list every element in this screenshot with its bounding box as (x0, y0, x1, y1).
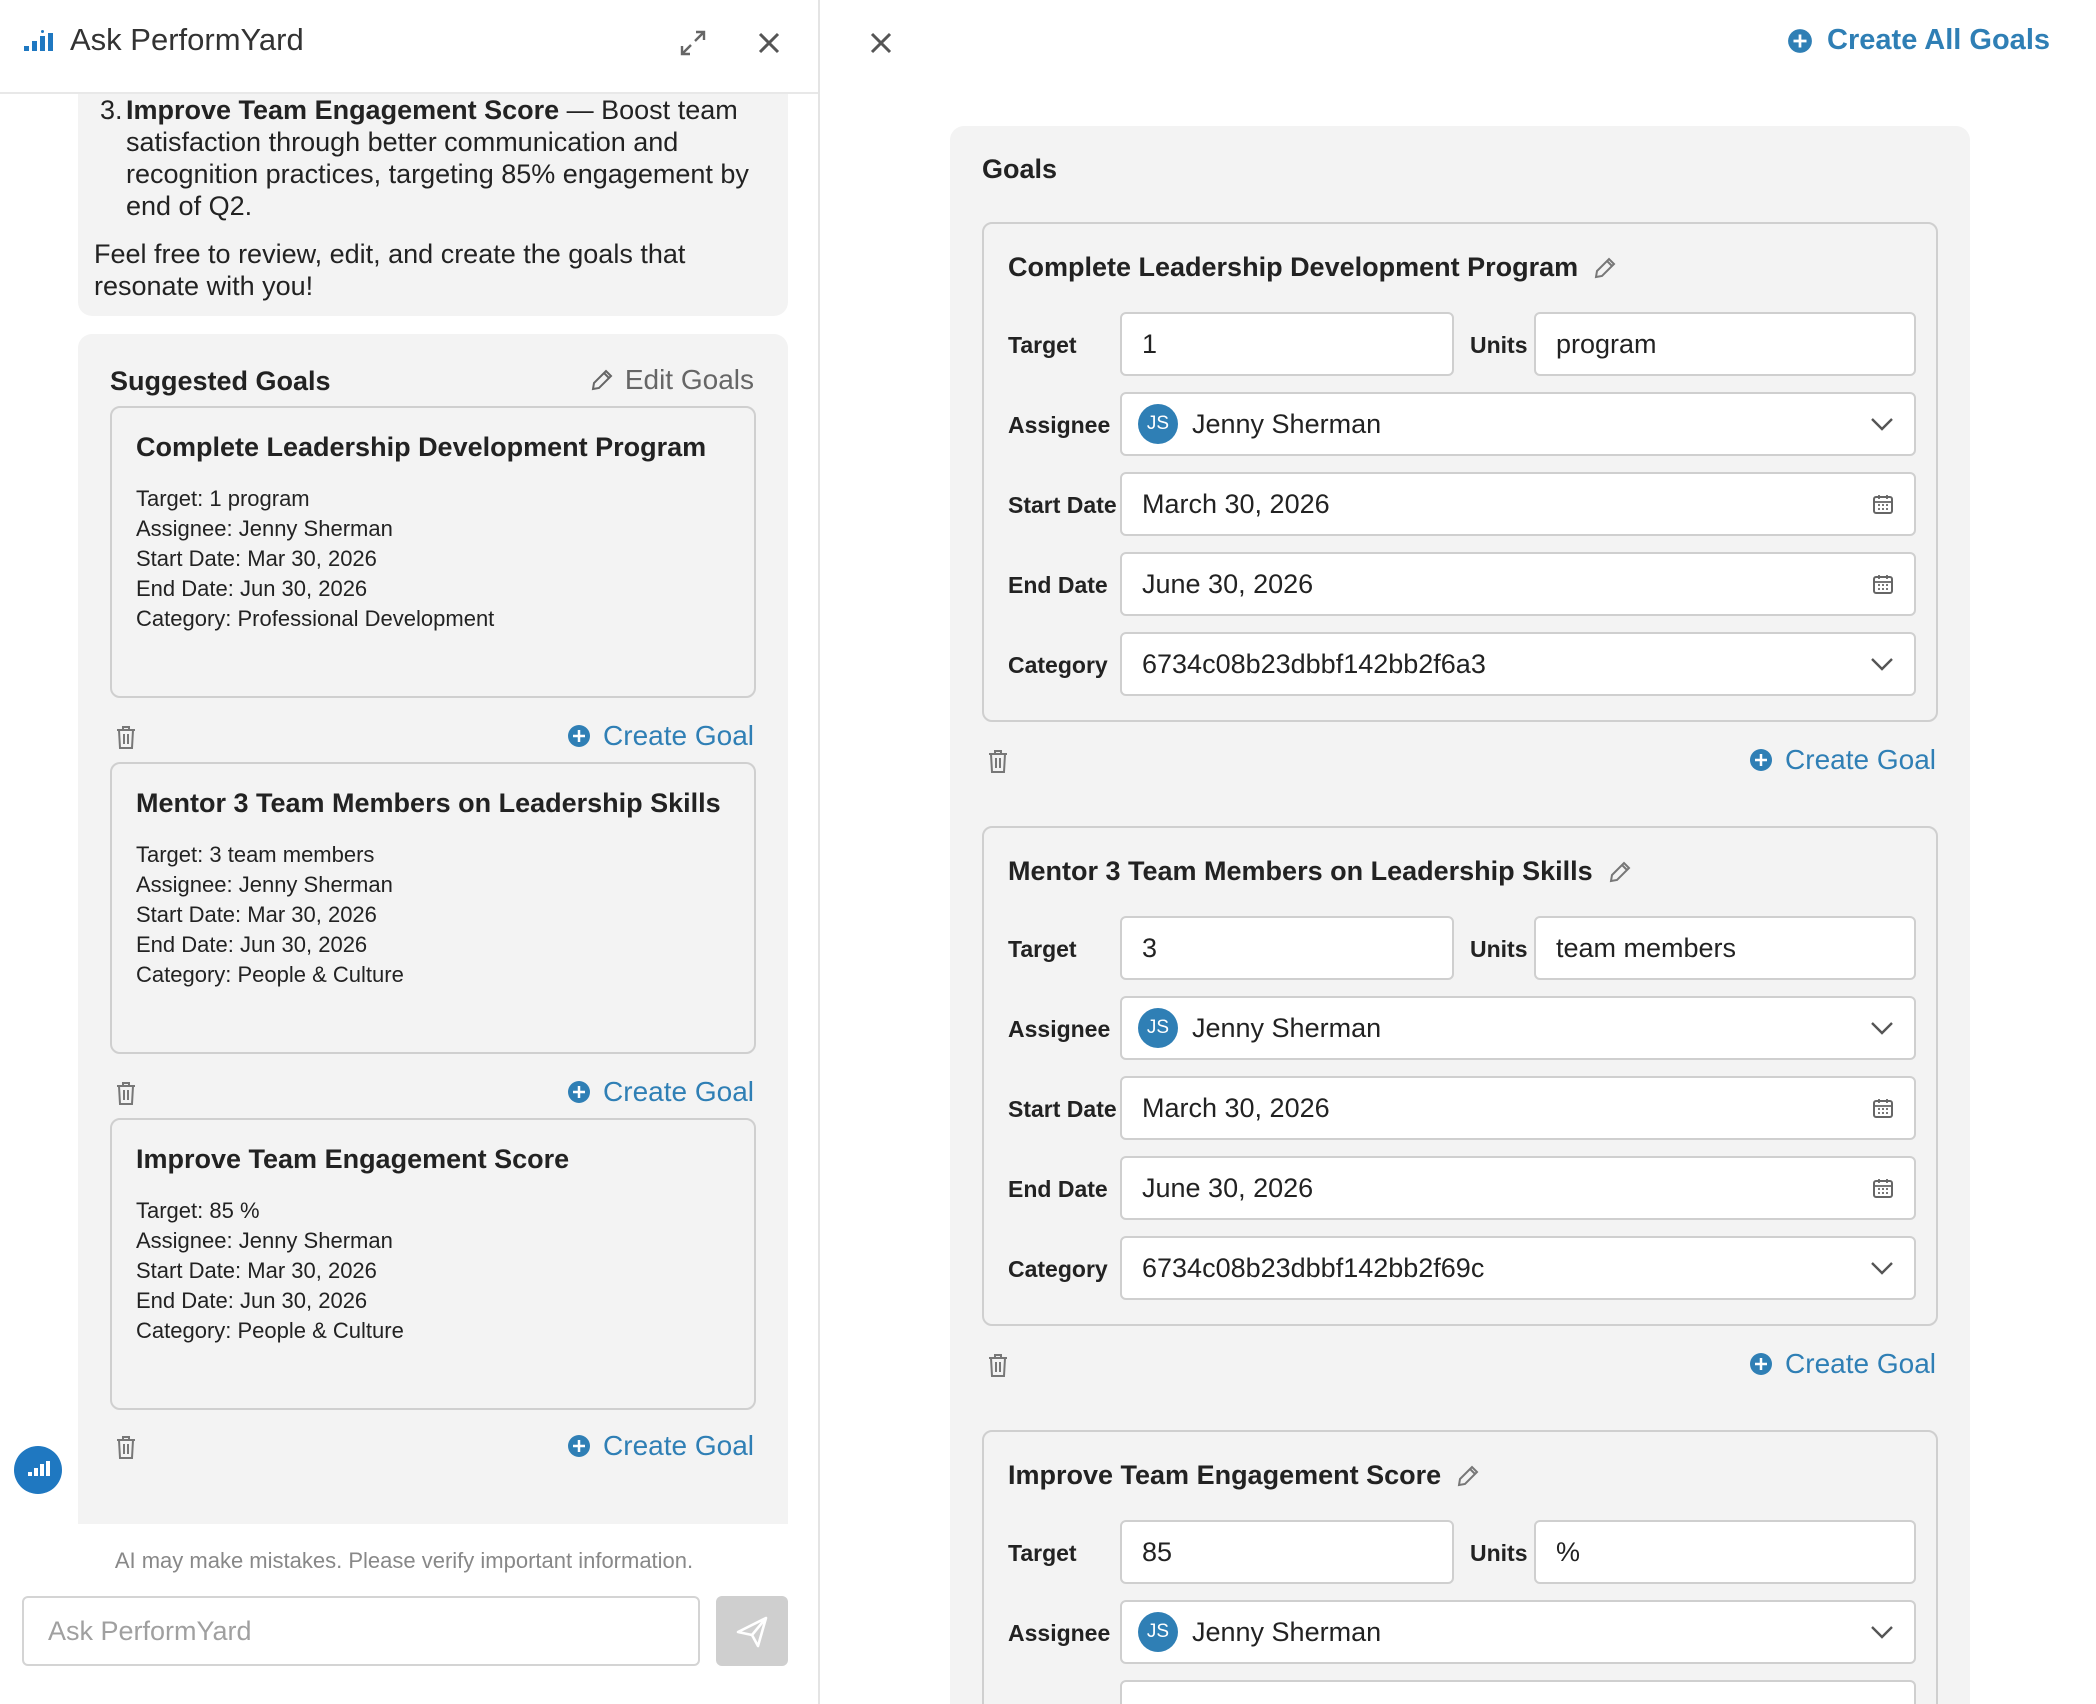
avatar: JS (1138, 404, 1178, 444)
edit-goals-button[interactable] (589, 364, 754, 396)
ai-assistant-button[interactable] (14, 1446, 62, 1494)
goal-target: Target: 3 team members (136, 842, 375, 867)
target-label: Target (1008, 332, 1077, 358)
assignee-value: Jenny Sherman (1192, 1616, 1382, 1647)
goal-name-row (1008, 856, 1633, 887)
end-date-value: June 30, 2026 (1142, 1172, 1314, 1203)
category-select[interactable] (1120, 1236, 1916, 1300)
suggested-goal-card[interactable] (110, 1118, 756, 1410)
category-label: Category (1008, 652, 1108, 678)
assignee-label: Assignee (1008, 1016, 1111, 1042)
suggested-goals-box (78, 334, 788, 1524)
goals-panel-title: Goals (982, 154, 1058, 184)
end-date-label: End Date (1008, 1176, 1108, 1202)
list-number: 3. (100, 95, 123, 125)
create-goal-label: Create Goal (603, 1430, 754, 1461)
chat-messages[interactable] (0, 94, 820, 1524)
plus-circle-icon (1749, 1352, 1773, 1376)
create-goal-button[interactable] (567, 1076, 754, 1108)
assignee-value: Jenny Sherman (1192, 1012, 1382, 1043)
message-closing: Feel free to review, edit, and create the goals that resonate with you! (94, 239, 686, 301)
create-goal-button[interactable] (567, 1430, 754, 1462)
assignee-label: Assignee (1008, 1620, 1111, 1646)
create-goal-button[interactable] (567, 720, 754, 752)
list-item-body: — Boost team satisfaction through better communication and recognition practices, targeting 85% engagement by end of Q2. (126, 95, 749, 221)
create-goal-label: Create Goal (1785, 1348, 1936, 1379)
goal-name: Improve Team Engagement Score (136, 1144, 570, 1174)
units-label: Units (1470, 936, 1528, 962)
ask-performyard-panel (0, 0, 820, 1704)
calendar-icon[interactable] (1872, 1177, 1894, 1199)
goal-category: Category: Professional Development (136, 606, 495, 631)
category-value: 6734c08b23dbbf142bb2f69c (1142, 1252, 1485, 1283)
goal-start-date: Start Date: Mar 30, 2026 (136, 902, 377, 927)
create-goal-button[interactable] (1749, 744, 1936, 776)
create-all-goals-button[interactable] (1787, 24, 2050, 57)
target-value: 3 (1142, 932, 1158, 963)
calendar-icon[interactable] (1872, 493, 1894, 515)
plus-circle-icon (1787, 28, 1813, 54)
close-icon[interactable] (864, 26, 898, 60)
assignee-value: Jenny Sherman (1192, 408, 1382, 439)
end-date-input[interactable] (1120, 552, 1916, 616)
goal-name: Mentor 3 Team Members on Leadership Skills (136, 788, 721, 818)
goal-name-row (1008, 252, 1618, 283)
start-date-value: March 30, 2026 (1142, 1092, 1330, 1123)
calendar-icon[interactable] (1872, 573, 1894, 595)
goal-edit-card (982, 826, 1938, 1326)
target-value: 1 (1142, 328, 1158, 359)
trash-icon[interactable] (114, 724, 138, 750)
trash-icon[interactable] (986, 748, 1010, 774)
performyard-logo-icon (14, 1446, 62, 1494)
suggested-goal-card[interactable] (110, 406, 756, 698)
chevron-down-icon (1870, 1261, 1894, 1275)
trash-icon[interactable] (114, 1080, 138, 1106)
plus-circle-icon (567, 724, 591, 748)
chat-header (0, 0, 820, 94)
pencil-icon[interactable] (1607, 859, 1633, 885)
create-goal-button[interactable] (1749, 1348, 1936, 1380)
goal-start-date: Start Date: Mar 30, 2026 (136, 1258, 377, 1283)
assignee-label: Assignee (1008, 412, 1111, 438)
start-date-input[interactable] (1120, 1680, 1916, 1704)
goal-end-date: End Date: Jun 30, 2026 (136, 576, 368, 601)
plus-circle-icon (1749, 748, 1773, 772)
expand-icon[interactable] (676, 26, 710, 60)
start-date-label: Start Date (1008, 492, 1117, 518)
pencil-icon[interactable] (1592, 255, 1618, 281)
trash-icon[interactable] (114, 1434, 138, 1460)
start-date-value: March 30, 2026 (1142, 488, 1330, 519)
goal-assignee: Assignee: Jenny Sherman (136, 872, 393, 897)
plus-circle-icon (567, 1434, 591, 1458)
assignee-select[interactable] (1120, 996, 1916, 1060)
send-button[interactable] (716, 1596, 788, 1666)
goal-category: Category: People & Culture (136, 962, 404, 987)
end-date-input[interactable] (1120, 1156, 1916, 1220)
chevron-down-icon (1870, 1021, 1894, 1035)
avatar: JS (1138, 1612, 1178, 1652)
target-label: Target (1008, 936, 1077, 962)
units-input[interactable] (1534, 916, 1916, 980)
end-date-value: June 30, 2026 (1142, 568, 1314, 599)
calendar-icon[interactable] (1872, 1097, 1894, 1119)
create-goal-label: Create Goal (603, 1076, 754, 1107)
units-input[interactable] (1534, 1520, 1916, 1584)
goal-name-row (1008, 1460, 1481, 1491)
assistant-message (78, 94, 788, 316)
start-date-label: Start Date (1008, 1096, 1117, 1122)
start-date-input[interactable] (1120, 472, 1916, 536)
goal-start-date: Start Date: Mar 30, 2026 (136, 546, 377, 571)
goal-editor-panel (822, 0, 2096, 1704)
close-icon[interactable] (752, 26, 786, 60)
avatar: JS (1138, 1008, 1178, 1048)
category-value: 6734c08b23dbbf142bb2f6a3 (1142, 648, 1486, 679)
goal-category: Category: People & Culture (136, 1318, 404, 1343)
units-label: Units (1470, 332, 1528, 358)
pencil-icon (589, 367, 615, 393)
units-value: team members (1556, 932, 1737, 963)
chevron-down-icon (1870, 1625, 1894, 1639)
goals-panel (950, 126, 1970, 1704)
send-icon (716, 1596, 788, 1666)
category-select[interactable] (1120, 632, 1916, 696)
create-all-goals-label: Create All Goals (1827, 24, 2050, 56)
create-goal-label: Create Goal (1785, 744, 1936, 775)
ask-input[interactable] (22, 1596, 700, 1666)
create-goal-label: Create Goal (603, 720, 754, 751)
units-input[interactable] (1534, 312, 1916, 376)
trash-icon[interactable] (986, 1352, 1010, 1378)
suggested-goals-title: Suggested Goals (110, 366, 331, 396)
goal-edit-card (982, 1430, 1938, 1704)
goal-name: Mentor 3 Team Members on Leadership Skills (1008, 856, 1593, 886)
units-value: % (1556, 1536, 1581, 1567)
assignee-select[interactable] (1120, 392, 1916, 456)
goal-name: Complete Leadership Development Program (136, 432, 707, 462)
goal-edit-card (982, 222, 1938, 722)
chevron-down-icon (1870, 417, 1894, 431)
target-label: Target (1008, 1540, 1077, 1566)
goal-name: Improve Team Engagement Score (1008, 1460, 1442, 1490)
edit-goals-label: Edit Goals (624, 364, 754, 395)
plus-circle-icon (567, 1080, 591, 1104)
units-label: Units (1470, 1540, 1528, 1566)
goal-target: Target: 1 program (136, 486, 310, 511)
goal-assignee: Assignee: Jenny Sherman (136, 516, 393, 541)
goal-name: Complete Leadership Development Program (1008, 252, 1579, 282)
target-input[interactable] (1120, 916, 1454, 980)
goal-assignee: Assignee: Jenny Sherman (136, 1228, 393, 1253)
pencil-icon[interactable] (1455, 1463, 1481, 1489)
target-input[interactable] (1120, 312, 1454, 376)
suggested-goal-card[interactable] (110, 762, 756, 1054)
end-date-label: End Date (1008, 572, 1108, 598)
target-input[interactable] (1120, 1520, 1454, 1584)
goal-end-date: End Date: Jun 30, 2026 (136, 932, 368, 957)
category-label: Category (1008, 1256, 1108, 1282)
ai-disclaimer: AI may make mistakes. Please verify important information. (114, 1548, 694, 1573)
chat-title: Ask PerformYard (70, 22, 304, 57)
assignee-select[interactable] (1120, 1600, 1916, 1664)
list-item-title: Improve Team Engagement Score (126, 95, 560, 125)
goal-target: Target: 85 % (136, 1198, 260, 1223)
start-date-input[interactable] (1120, 1076, 1916, 1140)
units-value: program (1556, 328, 1657, 359)
performyard-logo-icon (24, 30, 54, 56)
chevron-down-icon (1870, 657, 1894, 671)
goal-end-date: End Date: Jun 30, 2026 (136, 1288, 368, 1313)
target-value: 85 (1142, 1536, 1173, 1567)
message-list-item (100, 94, 760, 222)
